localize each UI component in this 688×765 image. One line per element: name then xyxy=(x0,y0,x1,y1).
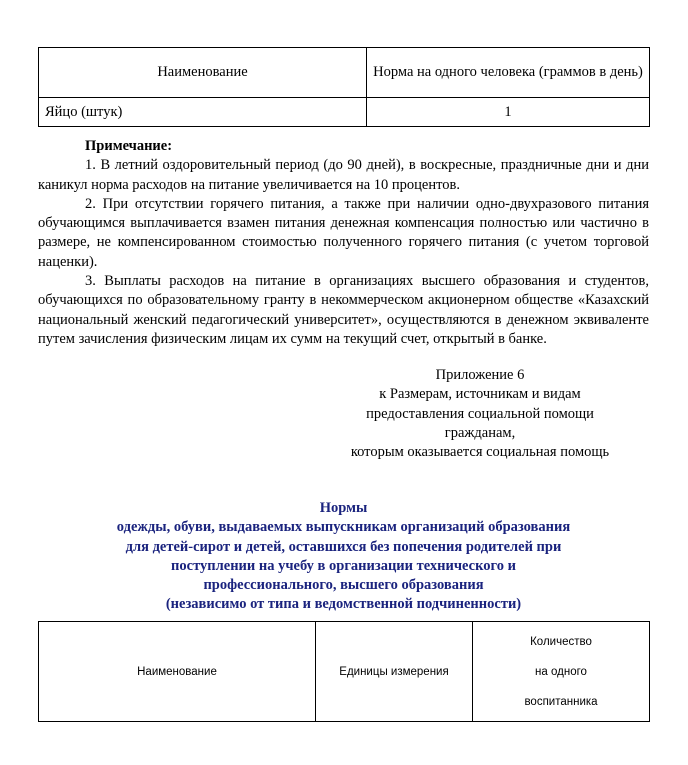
appendix-line: к Размерам, источникам и видам xyxy=(379,386,581,403)
norms-title-line: одежды, обуви, выдаваемых выпускникам организаций образования xyxy=(116,519,571,536)
cell-item-norm: 1 xyxy=(367,98,650,127)
header-name: Наименование xyxy=(39,48,367,98)
note-paragraph-1: 1. В летний оздоровительный период (до 90 дней), в воскресные, праздничные дни и дни каникул норма расходов на питание увеличивается на 10 процентов. xyxy=(38,157,649,193)
appendix-line: предоставления социальной помощи xyxy=(366,405,594,422)
note-paragraph-3: 3. Выплаты расходов на питание в организациях высшего образования и студентов, обучающихся по образовательному гранту в некоммерческом акционерном обществе «Казахский национальный женский педагогический университет», осуществляются в денежном эквиваленте путем зачисления физическим лицам их сумм на текущий счет, открытый в банке. xyxy=(38,273,649,347)
cell-item-name: Яйцо (штук) xyxy=(39,98,367,127)
header-name: Наименование xyxy=(39,622,316,722)
header-norm: Норма на одного человека (граммов в день) xyxy=(367,48,650,98)
norms-title xyxy=(38,499,649,615)
appendix-line: Приложение 6 xyxy=(435,367,525,383)
appendix-line: которым оказывается социальная помощь xyxy=(350,444,610,461)
norms-title-line: (независимо от типа и ведомственной подчиненности) xyxy=(165,596,522,613)
header-unit: Единицы измерения xyxy=(316,622,473,722)
table-row xyxy=(39,98,650,127)
norms-title-line: поступлении на учебу в организации технического и xyxy=(171,557,516,574)
note-paragraph-2: 2. При отсутствии горячего питания, а также при наличии одно-двухразового питания обучающимся выплачивается взамен питания денежная компенсация полностью или частично в размере, не компенсированном стоимостью полученного горячего питания (с учетом торговой наценки). xyxy=(38,195,649,270)
appendix-header xyxy=(318,366,642,462)
header-quantity-line: Количество xyxy=(530,635,592,648)
header-quantity-line: воспитанника xyxy=(524,695,598,708)
norms-title-line: Нормы xyxy=(319,500,368,516)
table-header-row xyxy=(39,622,650,722)
note-section xyxy=(38,137,649,349)
norms-title-line: профессионального, высшего образования xyxy=(203,577,484,594)
header-quantity xyxy=(473,622,650,722)
header-quantity-line: на одного xyxy=(535,665,587,678)
table-header-row xyxy=(39,48,650,98)
food-norm-table xyxy=(38,47,650,127)
clothing-norm-table xyxy=(38,621,650,722)
note-title: Примечание: xyxy=(85,138,173,154)
appendix-line: гражданам, xyxy=(444,424,516,441)
norms-title-line: для детей-сирот и детей, оставшихся без попечения родителей при xyxy=(125,538,562,555)
